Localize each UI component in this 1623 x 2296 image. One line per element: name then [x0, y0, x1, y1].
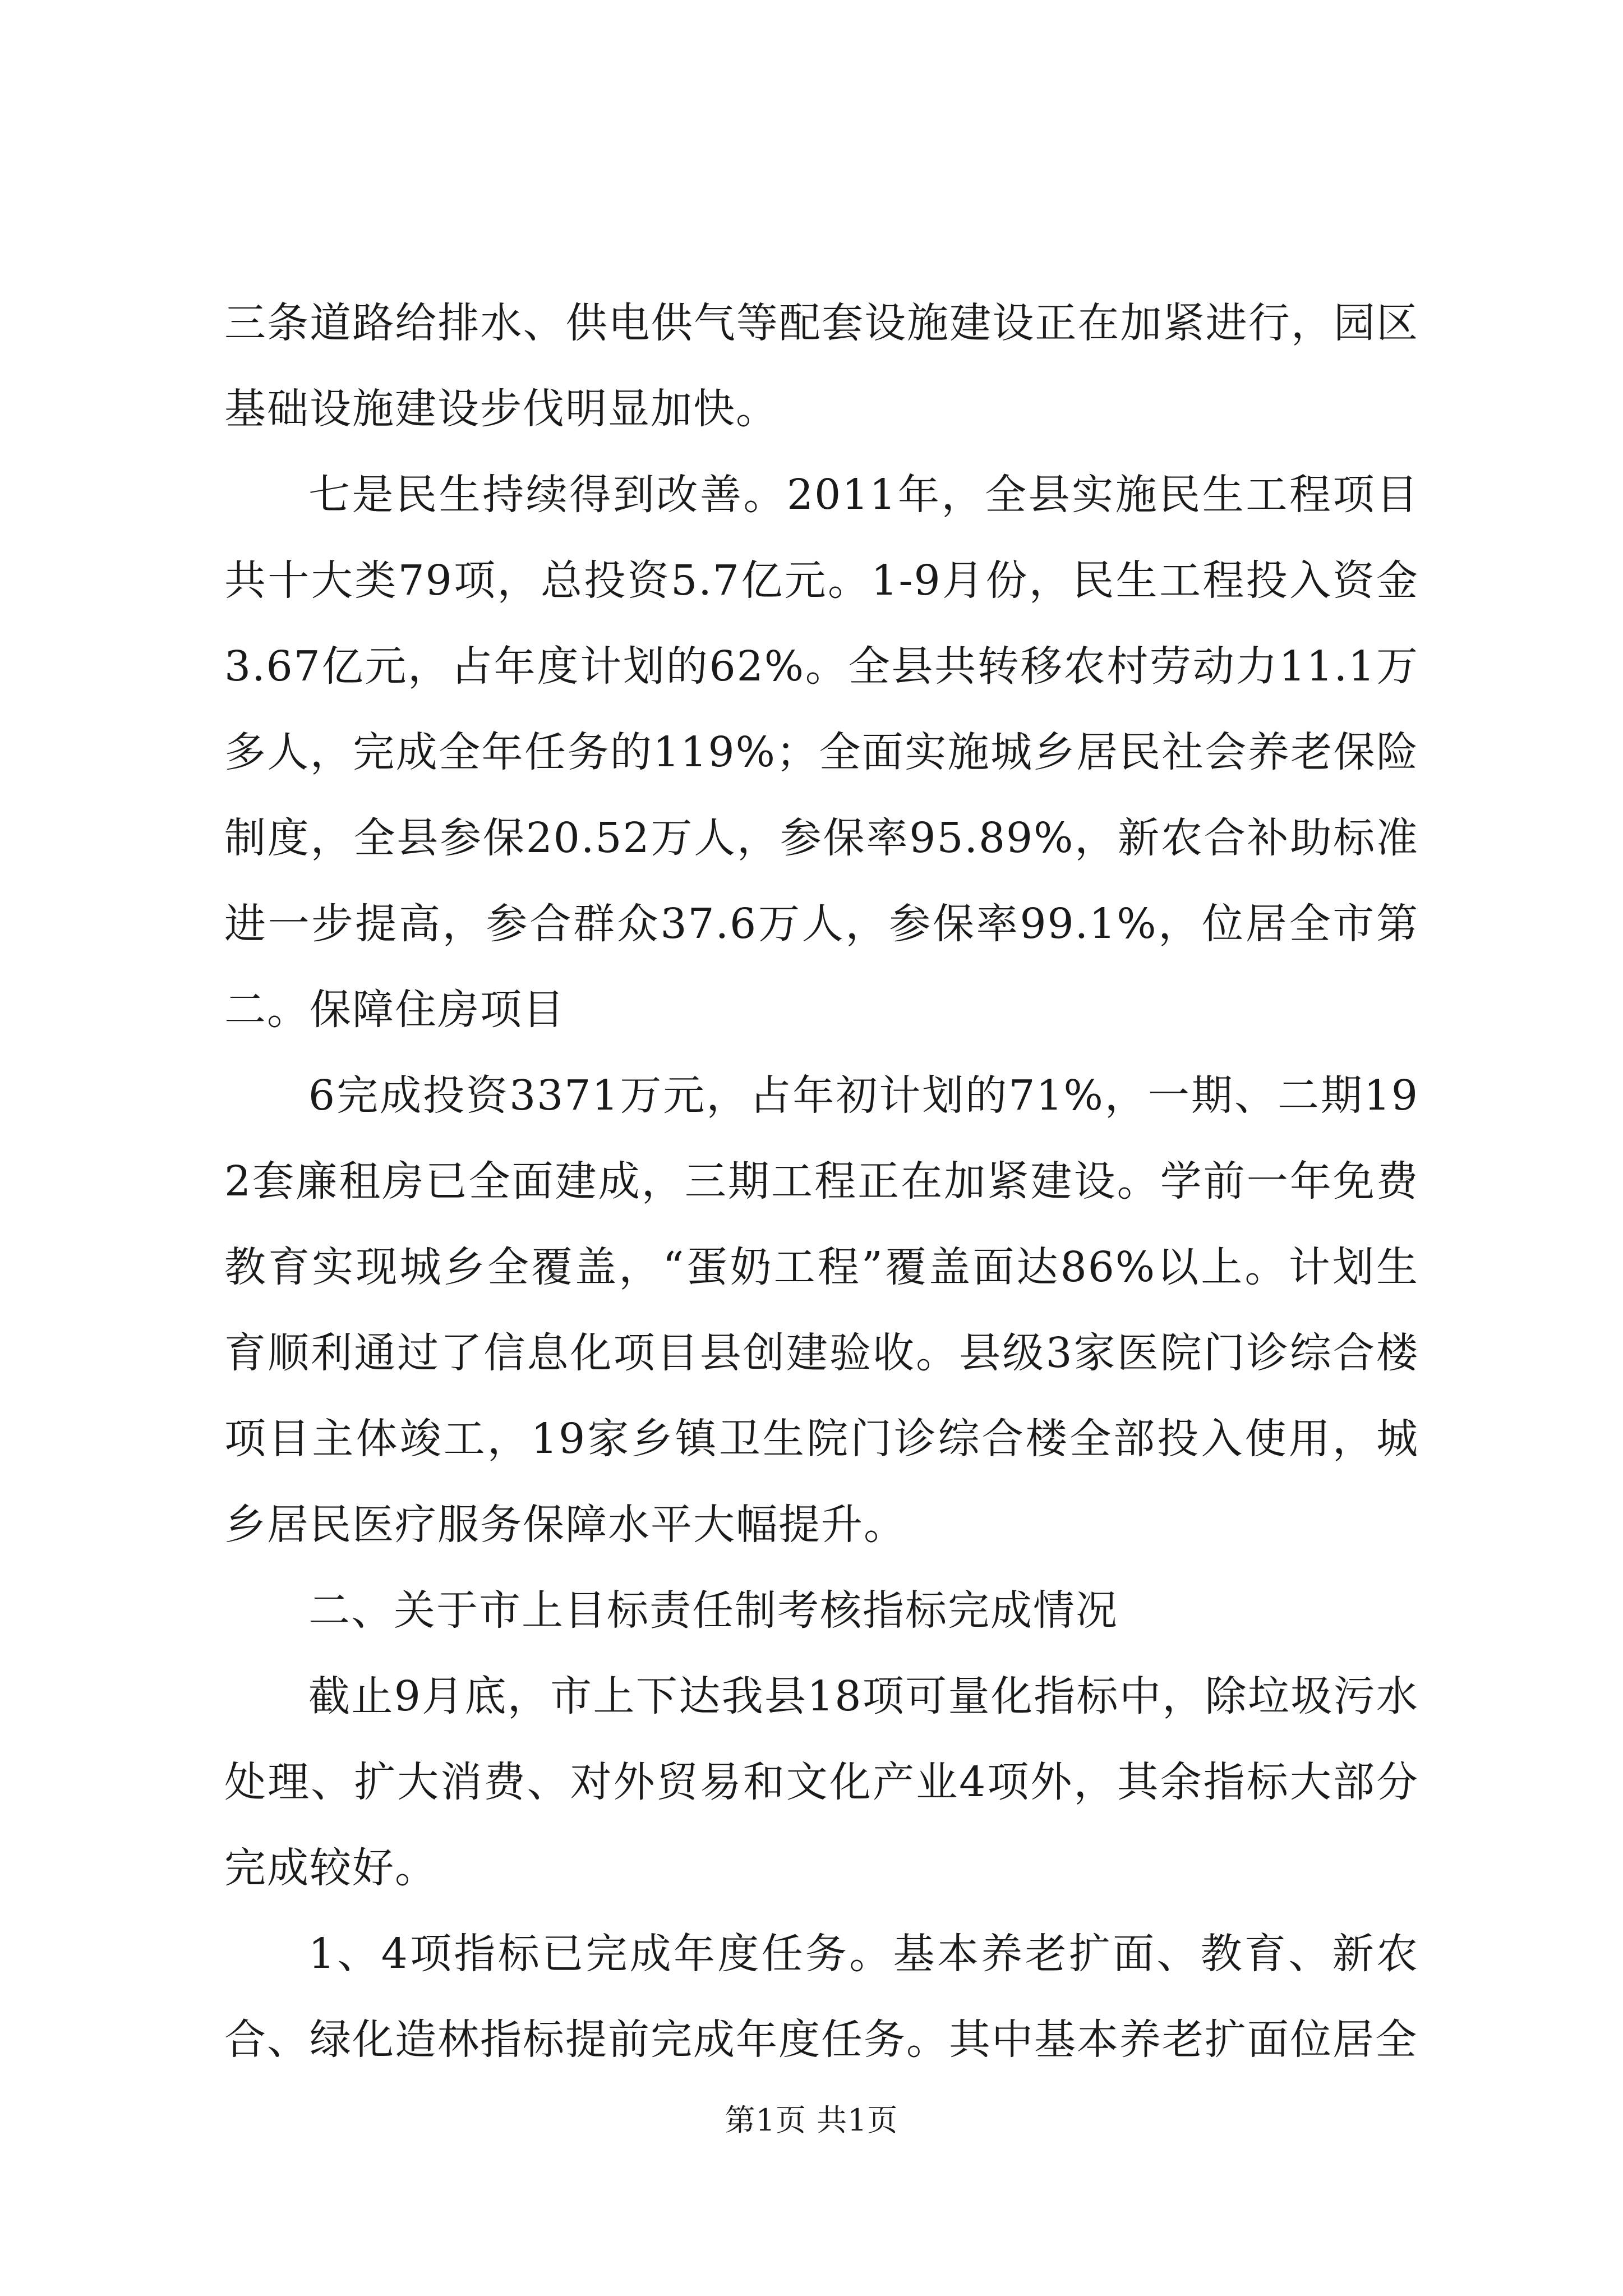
paragraph-infrastructure: 三条道路给排水、供电供气等配套设施建设正在加紧进行，园区基础设施建设步伐明显加快。 [224, 299, 1419, 433]
paragraph-completed-targets: 1、4项指标已完成年度任务。基本养老扩面、教育、新农合、绿化造林指标提前完成年度任务。其中基本养老扩面位居全 [224, 1930, 1419, 2064]
paragraph-livelihood: 七是民生持续得到改善。2011年，全县实施民生工程项目共十大类79项，总投资5.7亿元。1-9月份，民生工程投入资金3.67亿元，占年度计划的62%。全县共转移农村劳动力11.1万多人，完成全年任务的119%；全面实施城乡居民社会养老保险制度，全县参保20.52万人，参保率95.89%，新农合补助标准进一步提高，参合群众37.6万人，参保率99.1%，位居全市第二。保障住房项目 [224, 471, 1419, 1034]
document-body [224, 280, 1419, 2083]
section-heading-targets: 二、关于市上目标责任制考核指标完成情况 [308, 1586, 1118, 1635]
paragraph-housing-education-health: 6完成投资3371万元，占年初计划的71%，一期、二期192套廉租房已全面建成，三期工程正在加紧建设。学前一年免费教育实现城乡全覆盖，“蛋奶工程”覆盖面达86%以上。计划生育顺利通过了信息化项目县创建验收。县级3家医院门诊综合楼项目主体竣工，19家乡镇卫生院门诊综合楼全部投入使用，城乡居民医疗服务保障水平大幅提升。 [224, 1071, 1419, 1549]
paragraph-target-overview: 截止9月底，市上下达我县18项可量化指标中，除垃圾污水处理、扩大消费、对外贸易和文化产业4项外，其余指标大部分完成较好。 [224, 1672, 1419, 1892]
page-footer [0, 2101, 1623, 2140]
page-number-label: 第1页 共1页 [725, 2102, 898, 2138]
